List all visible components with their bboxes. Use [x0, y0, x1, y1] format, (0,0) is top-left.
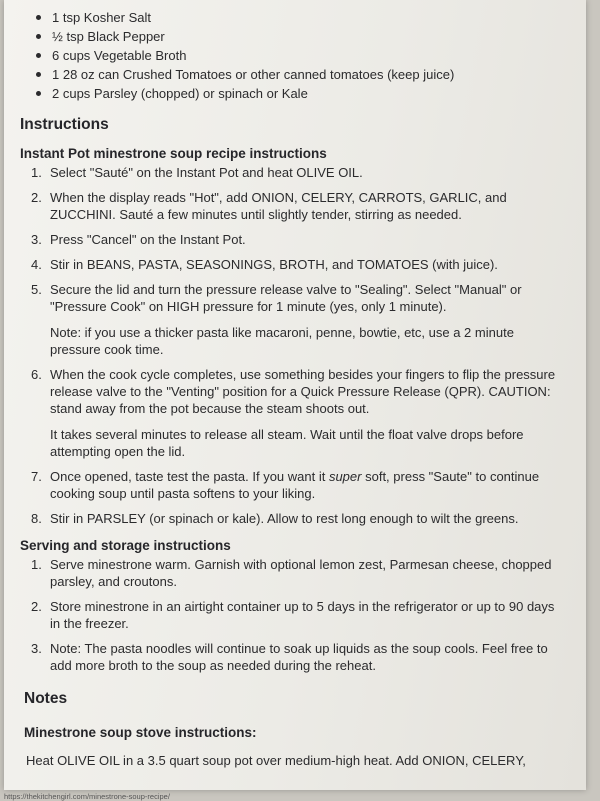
ingredient-item: ½ tsp Black Pepper: [30, 27, 454, 46]
ingredient-list: [30, 8, 454, 103]
step-item: 8. Stir in PARSLEY (or spinach or kale). Allow to rest long enough to wilt the greens.: [31, 511, 519, 526]
emphasis: super: [328, 469, 362, 484]
footer-url: https://thekitchengirl.com/minestrone-soup-recipe/: [4, 792, 170, 801]
step-item: 2. Store minestrone in an airtight container up to 5 days in the refrigerator or up to 90 days in the freezer.: [31, 599, 555, 631]
serving-heading: Serving and storage instructions: [20, 538, 231, 553]
bullet-icon: [36, 91, 41, 96]
ingredient-item: 2 cups Parsley (chopped) or spinach or Kale: [30, 84, 454, 103]
step-note: Note: if you use a thicker pasta like macaroni, penne, bowtie, etc, use a 2 minute pressure cook time.: [50, 325, 514, 357]
ingredient-item: 6 cups Vegetable Broth: [30, 46, 454, 65]
step-note: It takes several minutes to release all steam. Wait until the float valve drops before attempting open the lid.: [50, 427, 524, 459]
instant-pot-heading: Instant Pot minestrone soup recipe instructions: [20, 146, 327, 161]
step-item: 5. Secure the lid and turn the pressure release valve to "Sealing". Select "Manual" or "Pressure Cook" on HIGH pressure for 1 minute (yes, only 1 minute). Note: if you use a thicker pasta like macaroni, penne, bowtie, etc, use a 2 minute pressure cook time.: [26, 281, 561, 358]
instructions-heading: Instructions: [20, 116, 109, 133]
instant-pot-steps: [26, 164, 561, 535]
serving-steps: [26, 556, 561, 682]
ingredient-item: 1 28 oz can Crushed Tomatoes or other canned tomatoes (keep juice): [30, 65, 454, 84]
ingredient-item: 1 tsp Kosher Salt: [30, 8, 454, 27]
step-item: 7. Once opened, taste test the pasta. If you want it super soft, press "Saute" to continue cooking soup until pasta softens to your liking.: [31, 469, 540, 501]
step-item: 1. Select "Sauté" on the Instant Pot and heat OLIVE OIL.: [31, 165, 363, 180]
step-item: 1. Serve minestrone warm. Garnish with optional lemon zest, Parmesan cheese, chopped parsley, and croutons.: [31, 557, 552, 589]
step-item: 2. When the display reads "Hot", add ONION, CELERY, CARROTS, GARLIC, and ZUCCHINI. Sauté a few minutes until slightly tender, stirring as needed.: [31, 190, 507, 222]
notes-heading: Notes: [24, 690, 68, 707]
bullet-icon: [36, 53, 41, 58]
step-item: 3. Press "Cancel" on the Instant Pot.: [31, 232, 246, 247]
stove-text: Heat OLIVE OIL in a 3.5 quart soup pot over medium-high heat. Add ONION, CELERY,: [26, 753, 526, 768]
step-item: 3. Note: The pasta noodles will continue to soak up liquids as the soup cools. Feel free to add more broth to the soup as needed during the reheat.: [31, 641, 548, 673]
step-item: 6. When the cook cycle completes, use something besides your fingers to flip the pressure release valve to the "Venting" position for a Quick Pressure Release (QPR). CAUTION: stand away from the pot because the steam shoots out. It takes several minutes to release all steam. Wait until the float valve drops before attempting open the lid.: [26, 366, 561, 460]
step-item: 4. Stir in BEANS, PASTA, SEASONINGS, BROTH, and TOMATOES (with juice).: [31, 257, 498, 272]
bullet-icon: [36, 72, 41, 77]
stove-heading: Minestrone soup stove instructions:: [24, 725, 257, 740]
bullet-icon: [36, 15, 41, 20]
bullet-icon: [36, 34, 41, 39]
recipe-page: [4, 0, 586, 790]
